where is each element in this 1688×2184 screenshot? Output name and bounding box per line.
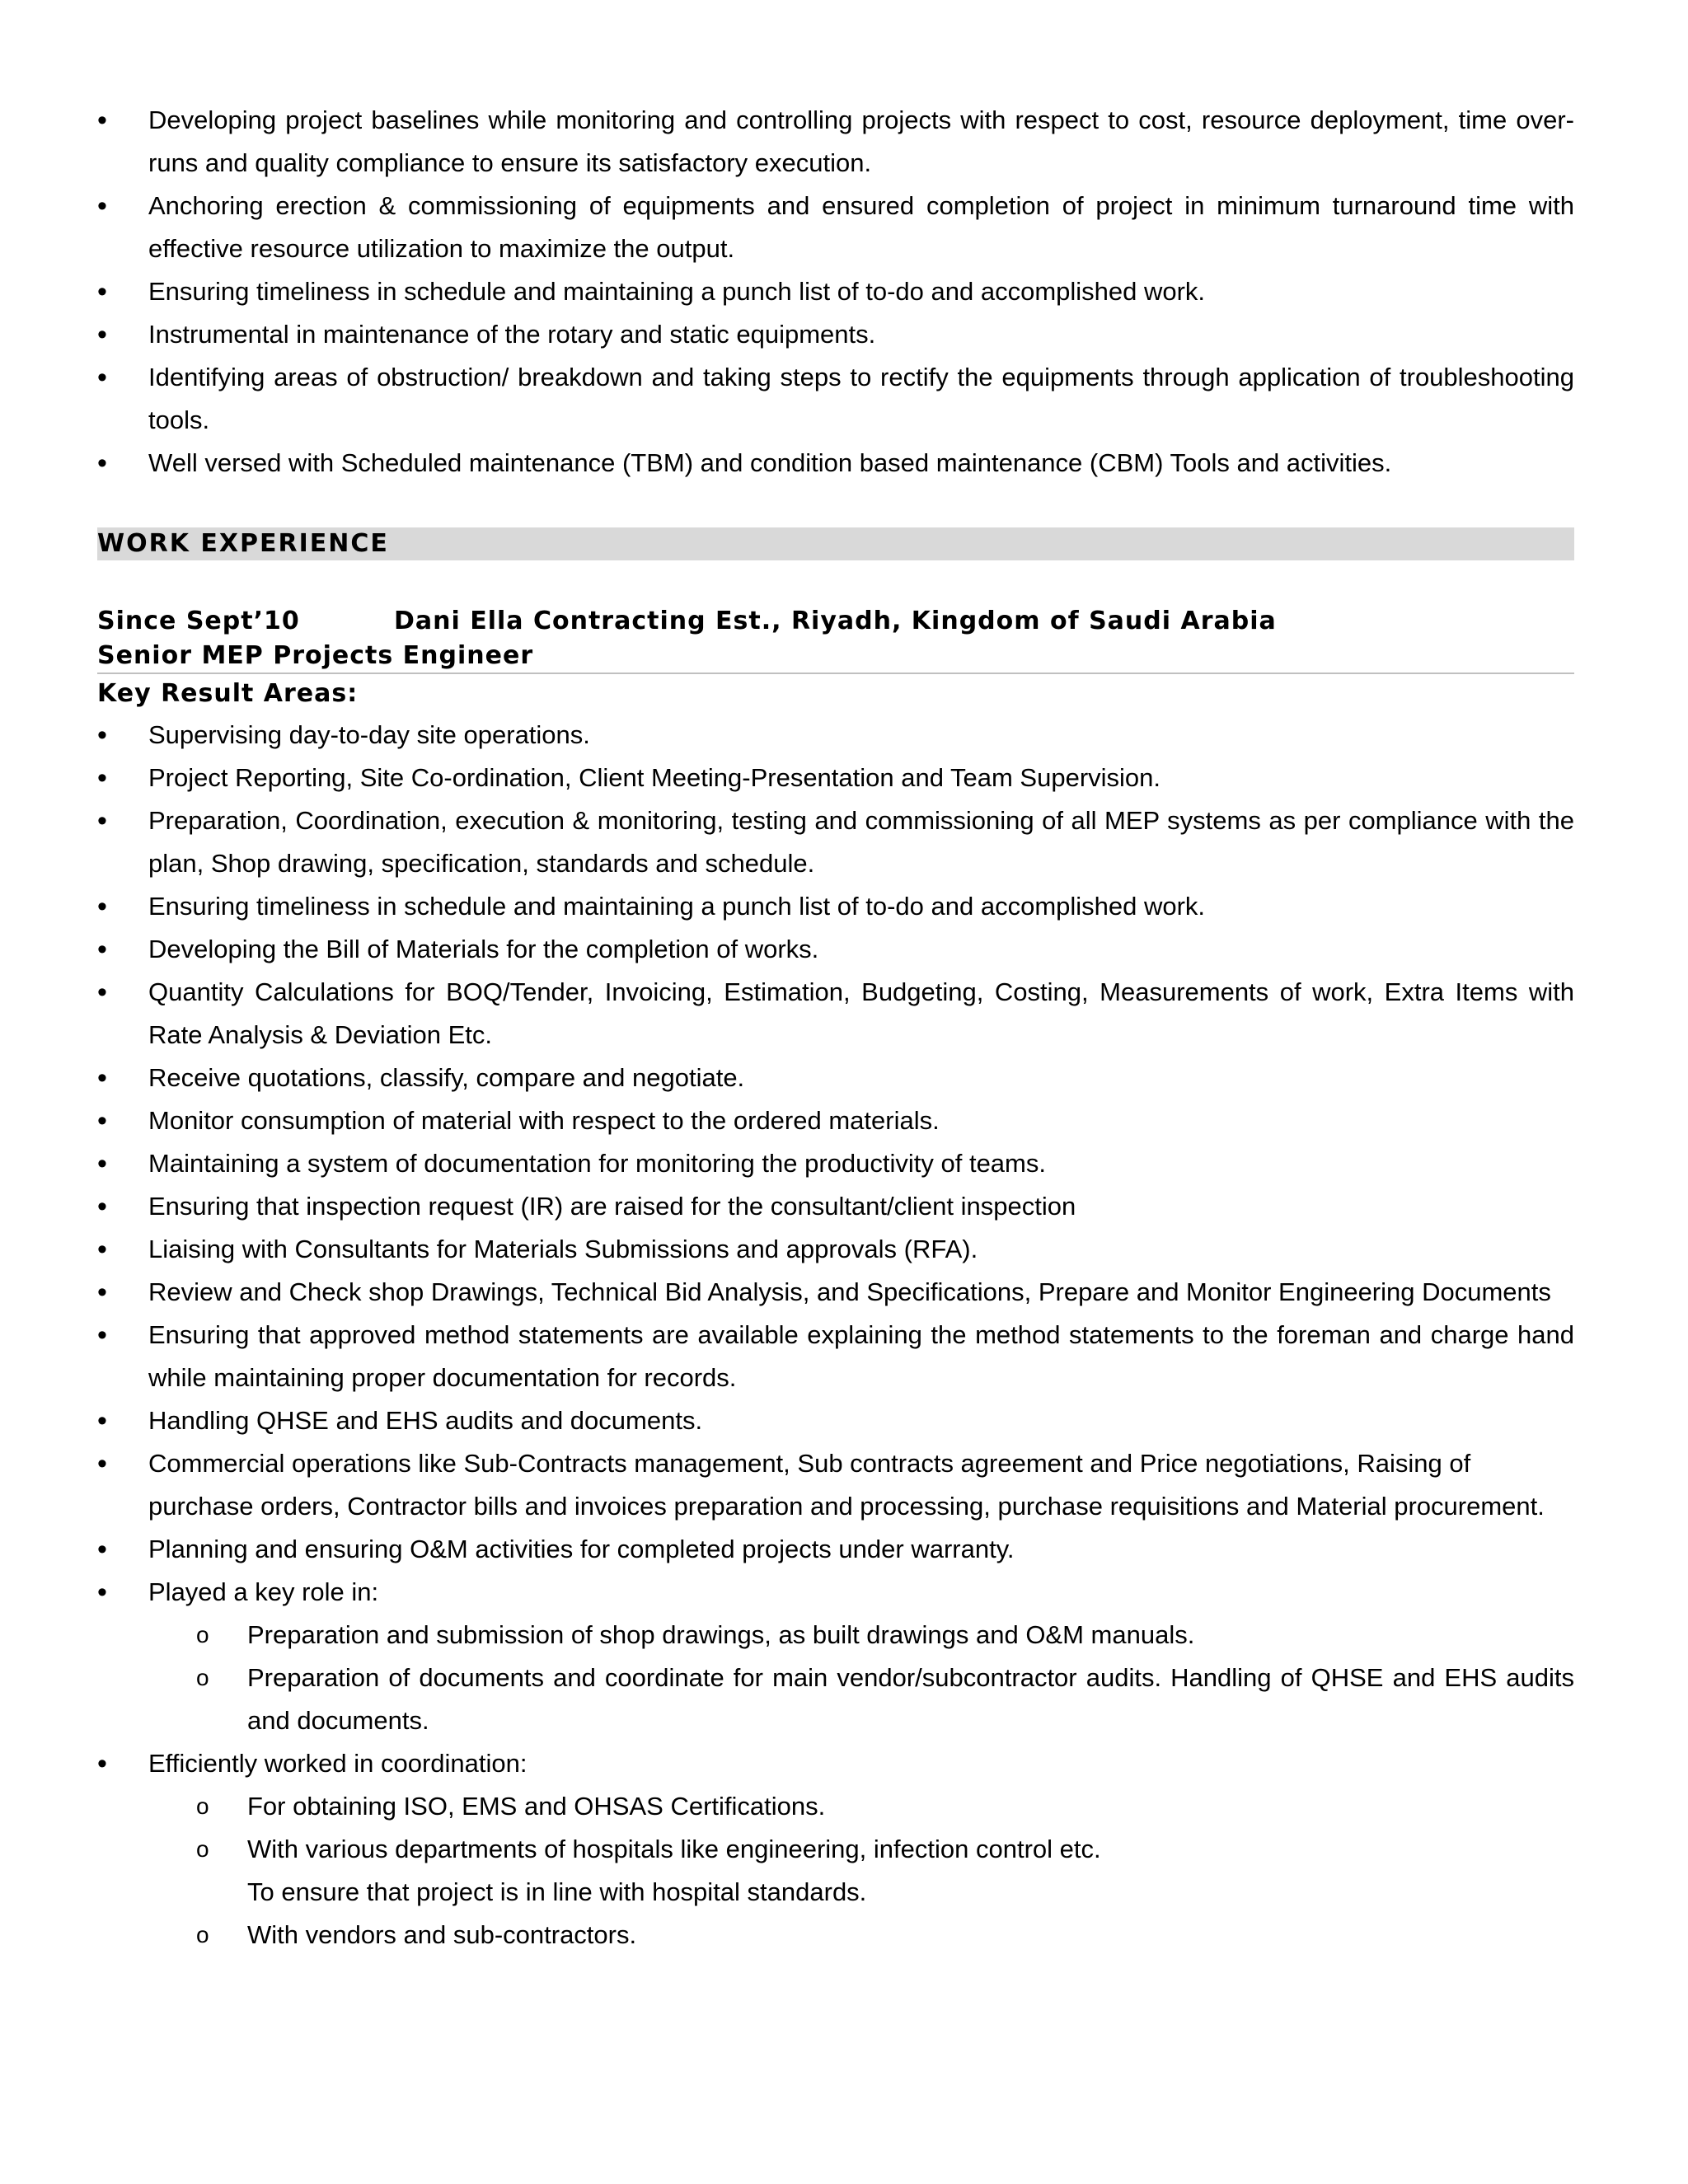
- list-item: • Instrumental in maintenance of the rotary and static equipments.: [97, 313, 1574, 356]
- list-item: • Quantity Calculations for BOQ/Tender, Invoicing, Estimation, Budgeting, Costing, Measurements of work, Extra Items with Rate Analysis & Deviation Etc.: [97, 971, 1574, 1057]
- list-item: • Ensuring timeliness in schedule and maintaining a punch list of to-do and accomplished work.: [97, 885, 1574, 928]
- list-item: • Monitor consumption of material with respect to the ordered materials.: [97, 1099, 1574, 1142]
- sub-list-item: o Preparation and submission of shop drawings, as built drawings and O&M manuals.: [97, 1614, 1574, 1657]
- list-item-coordination: [97, 1742, 1574, 1957]
- resume-page: [97, 99, 1574, 1957]
- list-item: • Maintaining a system of documentation for monitoring the productivity of teams.: [97, 1142, 1574, 1185]
- job-header: [97, 603, 1574, 640]
- coordination-sublist: [148, 1785, 1574, 1957]
- section-heading-work-experience: WORK EXPERIENCE: [97, 527, 1574, 560]
- intro-bullet-list: [97, 99, 1574, 485]
- sub-list-item: o For obtaining ISO, EMS and OHSAS Certifications.: [97, 1785, 1574, 1828]
- job-period: Since Sept’10: [97, 607, 300, 635]
- list-item: • Planning and ensuring O&M activities for completed projects under warranty.: [97, 1528, 1574, 1571]
- list-item: • Anchoring erection & commissioning of equipments and ensured completion of project in minimum turnaround time with effective resource utilization to maximize the output.: [97, 185, 1574, 270]
- list-item: • Developing project baselines while monitoring and controlling projects with respect to cost, resource deployment, time over-runs and quality compliance to ensure its satisfactory execution.: [97, 99, 1574, 185]
- list-item: • Receive quotations, classify, compare and negotiate.: [97, 1057, 1574, 1099]
- list-item: • Preparation, Coordination, execution & monitoring, testing and commissioning of all MEP systems as per compliance with the plan, Shop drawing, specification, standards and schedule.: [97, 799, 1574, 885]
- job-bullet-list: [97, 714, 1574, 1957]
- job-title: Senior MEP Projects Engineer: [97, 640, 1574, 674]
- job-company: Dani Ella Contracting Est., Riyadh, Kingdom of Saudi Arabia: [394, 607, 1277, 635]
- list-item: • Project Reporting, Site Co-ordination, Client Meeting-Presentation and Team Supervision.: [97, 757, 1574, 799]
- list-item: • Commercial operations like Sub-Contracts management, Sub contracts agreement and Price negotiations, Raising of purchase orders, Contractor bills and invoices preparation and processing, purchase requisitions and Material procurement.: [97, 1442, 1574, 1528]
- list-item: • Handling QHSE and EHS audits and documents.: [97, 1399, 1574, 1442]
- coordination-label: Efficiently worked in coordination:: [148, 1749, 528, 1778]
- list-item: • Ensuring that inspection request (IR) are raised for the consultant/client inspection: [97, 1185, 1574, 1228]
- key-role-sublist: [148, 1614, 1574, 1742]
- list-item: • Ensuring timeliness in schedule and maintaining a punch list of to-do and accomplished work.: [97, 270, 1574, 313]
- list-item: • Supervising day-to-day site operations.: [97, 714, 1574, 757]
- sub-list-item-note: To ensure that project is in line with hospital standards.: [247, 1877, 867, 1906]
- list-item: • Review and Check shop Drawings, Technical Bid Analysis, and Specifications, Prepare and Monitor Engineering Documents: [97, 1271, 1574, 1314]
- list-item: • Well versed with Scheduled maintenance (TBM) and condition based maintenance (CBM) Tools and activities.: [97, 442, 1574, 485]
- list-item: • Ensuring that approved method statements are available explaining the method statements to the foreman and charge hand while maintaining proper documentation for records.: [97, 1314, 1574, 1399]
- list-item: • Developing the Bill of Materials for the completion of works.: [97, 928, 1574, 971]
- key-result-areas-label: Key Result Areas:: [97, 679, 359, 708]
- sub-list-item: o Preparation of documents and coordinate for main vendor/subcontractor audits. Handling of QHSE and EHS audits and documents.: [97, 1657, 1574, 1742]
- list-item-key-role: [97, 1571, 1574, 1742]
- sub-list-item: [97, 1828, 1574, 1914]
- sub-list-item-text: With various departments of hospitals like engineering, infection control etc.: [247, 1835, 1101, 1863]
- list-item: • Liaising with Consultants for Materials Submissions and approvals (RFA).: [97, 1228, 1574, 1271]
- key-role-label: Played a key role in:: [148, 1577, 379, 1606]
- sub-list-item: o With vendors and sub-contractors.: [97, 1914, 1574, 1957]
- list-item: • Identifying areas of obstruction/ breakdown and taking steps to rectify the equipments through application of troubleshooting tools.: [97, 356, 1574, 442]
